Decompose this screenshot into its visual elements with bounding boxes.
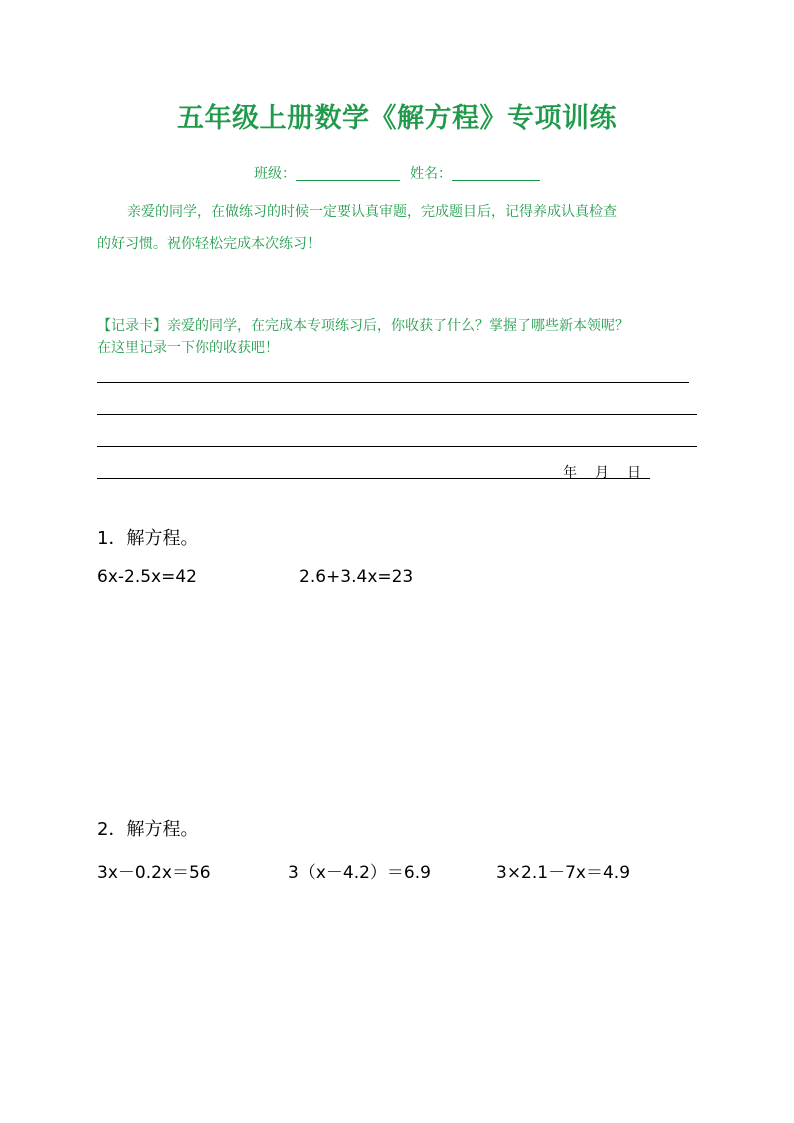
question-1-heading: 1．解方程。 xyxy=(97,528,199,549)
record-card-line-2: 在这里记录一下你的收获吧！ xyxy=(97,340,279,356)
question-2-heading: 2．解方程。 xyxy=(97,819,199,840)
intro-line-2: 的好习惯。祝你轻松完成本次练习！ xyxy=(97,236,321,252)
question-2-equation-1: 3x－0.2x＝56 xyxy=(97,863,211,883)
question-1-equation-1: 6x-2.5x=42 xyxy=(97,567,197,587)
date-month-label: 月 xyxy=(595,465,609,481)
name-label: 姓名： xyxy=(410,166,452,182)
record-writing-line-3[interactable] xyxy=(97,446,697,447)
page-title: 五年级上册数学《解方程》专项训练 xyxy=(177,103,617,134)
record-card xyxy=(97,315,717,359)
date-year-label: 年 xyxy=(563,465,577,481)
intro-line-1: 亲爱的同学，在做练习的时候一定要认真审题，完成题目后，记得养成认真检查 xyxy=(127,204,617,220)
question-1-equation-2: 2.6+3.4x=23 xyxy=(299,567,414,587)
record-date xyxy=(563,462,641,482)
record-writing-line-1[interactable] xyxy=(97,382,689,383)
name-field[interactable] xyxy=(452,166,540,181)
record-writing-line-2[interactable] xyxy=(97,414,697,415)
student-info-line xyxy=(0,163,794,183)
intro-text xyxy=(97,196,697,260)
record-card-line-1: 【记录卡】亲爱的同学，在完成本专项练习后，你收获了什么？掌握了哪些新本领呢？ xyxy=(97,318,629,334)
class-field[interactable] xyxy=(296,166,400,181)
class-label: 班级： xyxy=(254,166,296,182)
date-day-label: 日 xyxy=(627,465,641,481)
question-2-equation-3: 3×2.1－7x＝4.9 xyxy=(496,863,631,883)
question-2-equation-2: 3（x－4.2）＝6.9 xyxy=(288,863,431,883)
